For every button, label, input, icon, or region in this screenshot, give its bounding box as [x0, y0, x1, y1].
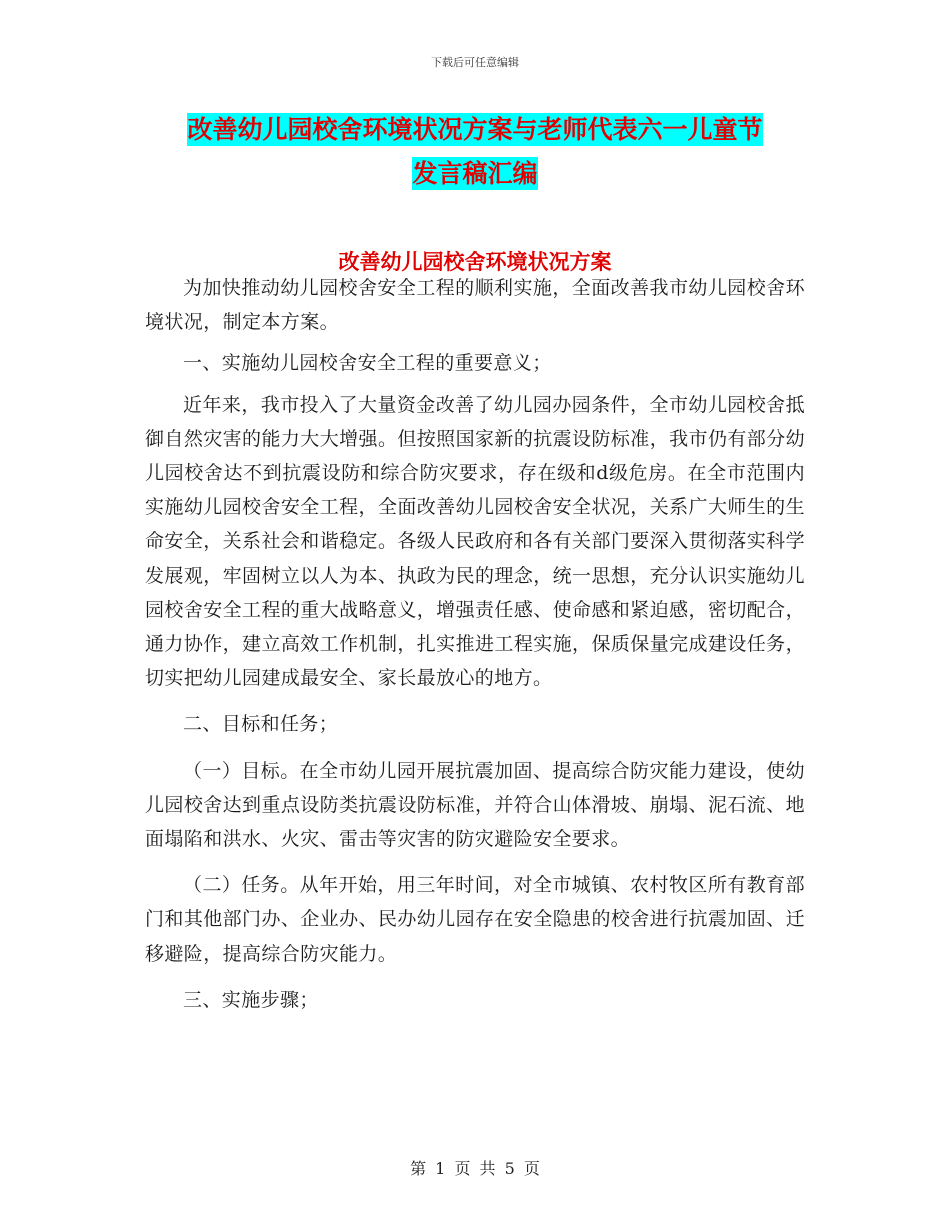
- document-body: [145, 271, 805, 1017]
- paragraph-tasks: （二）任务。从年开始，用三年时间，对全市城镇、农村牧区所有教育部门和其他部门办、企业办、民办幼儿园存在安全隐患的校舍进行抗震加固、迁移避险，提高综合防灾能力。: [145, 874, 805, 965]
- paragraph-heading-significance: 一、实施幼儿园校舍安全工程的重要意义；: [183, 352, 552, 375]
- document-title-line-2: 发言稿汇编: [412, 159, 538, 188]
- paragraph-intro: 为加快推动幼儿园校舍安全工程的顺利实施，全面改善我市幼儿园校舍环境状况，制定本方案。: [145, 277, 805, 334]
- page-header-note: 下载后可任意编辑: [431, 56, 519, 69]
- paragraph-heading-steps: 三、实施步骤；: [183, 988, 319, 1011]
- document-title: [145, 108, 805, 196]
- page-number-footer: 第 1 页 共 5 页: [410, 1159, 540, 1178]
- paragraph-heading-goals: 二、目标和任务；: [183, 713, 339, 736]
- paragraph-goals: （一）目标。在全市幼儿园开展抗震加固、提高综合防灾能力建设，使幼儿园校舍达到重点设防类抗震设防标准，并符合山体滑坡、崩塌、泥石流、地面塌陷和洪水、火灾、雷击等灾害的防灾避险安全要求。: [145, 759, 805, 851]
- paragraph-significance-body: 近年来，我市投入了大量资金改善了幼儿园办园条件，全市幼儿园校舍抵御自然灾害的能力大大增强。但按照国家新的抗震设防标准，我市仍有部分幼儿园校舍达不到抗震设防和综合防灾要求，存在级和d级危房。在全市范围内实施幼儿园校舍安全工程，全面改善幼儿园校舍安全状况，关系广大师生的生命安全，关系社会和谐稳定。各级人民政府和各有关部门要深入贯彻落实科学发展观，牢固树立以人为本、执政为民的理念，统一思想，充分认识实施幼儿园校舍安全工程的重大战略意义，增强责任感、使命感和紧迫感，密切配合，通力协作，建立高效工作机制，扎实推进工程实施，保质保量完成建设任务，切实把幼儿园建成最安全、家长最放心的地方。: [145, 393, 805, 690]
- section-title: 改善幼儿园校舍环境状况方案: [338, 250, 612, 274]
- document-title-line-1: 改善幼儿园校舍环境状况方案与老师代表六一儿童节: [187, 115, 763, 144]
